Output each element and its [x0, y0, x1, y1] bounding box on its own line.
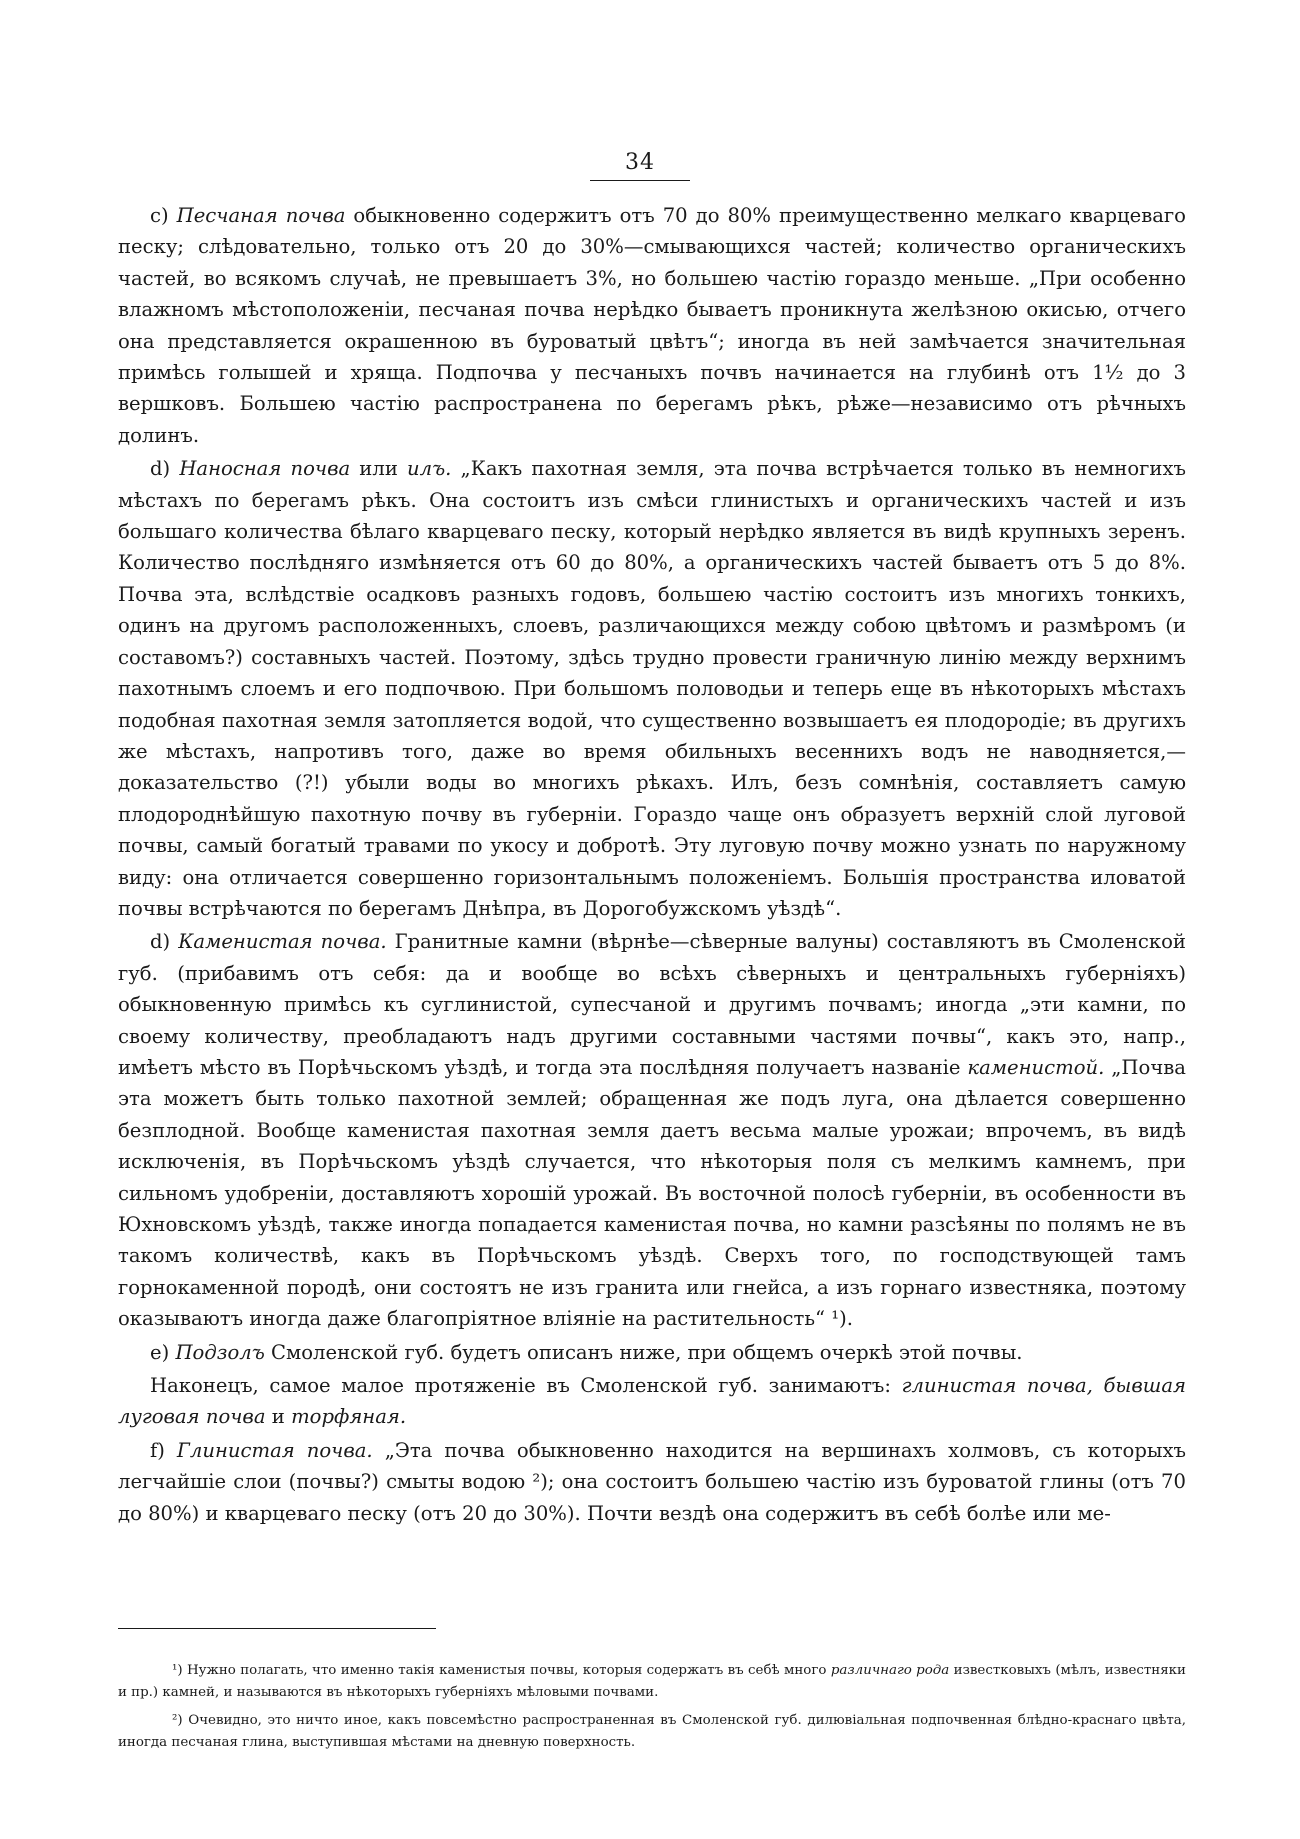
page-number-rule	[590, 180, 690, 181]
footnote-rule	[118, 1628, 436, 1629]
paragraph-clay-soil	[118, 1435, 1186, 1529]
paragraph-summary	[118, 1370, 1186, 1433]
footnote-marker: ²)	[172, 1713, 183, 1728]
term-stony-soil: Каменистая почва.	[178, 930, 387, 954]
footnote-italic: различнаго рода	[830, 1663, 950, 1678]
paragraph-text: „Эта почва обыкновенно находится на вершинахъ холмовъ, съ которыхъ легчайшіе слои (почвы?) смыты водою ²); она состоитъ большею частію изъ буроватой глины (отъ 70 до 80%) и кварцеваго песку (отъ 20 до 30%). Почти вездѣ она содержитъ въ себѣ болѣе или ме-	[118, 1438, 1187, 1525]
paragraph-connector: или	[350, 457, 408, 481]
term-sandy-soil: Песчаная почва	[176, 204, 346, 227]
paragraph-text: Смоленской губ. будетъ описанъ ниже, при общемъ очеркѣ этой почвы.	[264, 1340, 1023, 1364]
paragraph-stony-soil	[118, 926, 1186, 1334]
paragraph-podzol	[118, 1337, 1186, 1368]
paragraph-marker: е)	[150, 1340, 176, 1364]
footnote-text: Очевидно, это ничто иное, какъ повсемѣстно распространенная въ Смоленской губ. дилювіальная подпочвенная блѣдно-краснаго цвѣта, иногда песчаная глина, выступившая мѣстами на дневную поверхность.	[118, 1713, 1186, 1750]
footnote-2	[118, 1710, 1186, 1754]
term-clay-meadow-soil: глинистая почва, бывшая луговая почва	[118, 1374, 1186, 1429]
paragraph-marker: f)	[150, 1438, 177, 1462]
paragraph-text-continued: „Почва эта можетъ быть только пахотной землей; обращенная же подъ луга, она дѣлается совершенно безплодной. Вообще каменистая пахотная земля даетъ весьма малые урожаи; впрочемъ, въ видѣ исключенія, въ Порѣчьскомъ уѣздѣ случается, что нѣкоторыя поля съ мелкимъ камнемъ, при сильномъ удобреніи, доставляютъ хорошій урожай. Въ восточной полосѣ губерніи, въ особенности въ Юхновскомъ уѣздѣ, также иногда попадается каменистая почва, но камни разсѣяны по полямъ не въ такомъ количествѣ, какъ въ Порѣчьскомъ уѣздѣ. Сверхъ того, по господствующей тамъ горнокаменной породѣ, они состоятъ не изъ гранита или гнейса, а изъ горнаго известняка, поэтому оказываютъ иногда даже благопріятное вліяніе на растительность“ ¹).	[118, 1055, 1186, 1331]
term-stony: каменистой.	[967, 1055, 1105, 1079]
term-alluvial-soil: Наносная почва	[179, 457, 351, 481]
paragraph-text: Гранитные камни (вѣрнѣе—сѣверные валуны) составляютъ въ Смоленской губ. (прибавимъ отъ себя: да и вообще во всѣхъ сѣверныхъ и центральныхъ губерніяхъ) обыкновенную примѣсь къ суглинистой, супесчаной и другимъ почвамъ; иногда „эти камни, по своему количеству, преобладаютъ надъ другими составными частями почвы“, какъ это, напр., имѣетъ мѣсто въ Порѣчьскомъ уѣздѣ, и тогда эта послѣдняя получаетъ названіе	[118, 930, 1186, 1079]
body-text	[118, 200, 1186, 1531]
paragraph-marker: d)	[150, 457, 180, 481]
paragraph-connector: и	[265, 1405, 292, 1429]
page-number: 34	[625, 150, 655, 175]
paragraph-sandy-soil	[118, 200, 1186, 451]
footnote-1	[118, 1660, 1186, 1704]
paragraph-text: Наконецъ, самое малое протяженіе въ Смоленской губ. занимаютъ:	[150, 1374, 902, 1398]
paragraph-text: „Какъ пахотная земля, эта почва встрѣчается только въ немногихъ мѣстахъ по берегамъ рѣкъ. Она состоитъ изъ смѣси глинистыхъ и органическихъ частей и изъ большаго количества бѣлаго кварцеваго песку, который нерѣдко является въ видѣ крупныхъ зеренъ. Количество послѣдняго измѣняется отъ 60 до 80%, а органическихъ частей бываетъ отъ 5 до 8%. Почва эта, вслѣдствіе осадковъ разныхъ годовъ, большею частію состоитъ изъ многихъ тонкихъ, одинъ на другомъ расположенныхъ, слоевъ, различающихся между собою цвѣтомъ и размѣромъ (и составомъ?) составныхъ частей. Поэтому, здѣсь трудно провести граничную линію между верхнимъ пахотнымъ слоемъ и его подпочвою. При большомъ половодьи и теперь еще въ нѣкоторыхъ мѣстахъ подобная пахотная земля затопляется водой, что существенно возвышаетъ ея плодородіе; въ другихъ же мѣстахъ, напротивъ того, даже во время обильныхъ весеннихъ водъ не наводняется,—доказательство (?!) убыли воды во многихъ рѣкахъ. Илъ, безъ сомнѣнія, составляетъ самую плодороднѣйшую пахотную почву въ губерніи. Гораздо чаще онъ образуетъ верхній слой луговой почвы, самый богатый травами по укосу и добротѣ. Эту луговую почву можно узнать по наружному виду: она отличается совершенно горизонтальнымъ положеніемъ. Большія пространства иловатой почвы встрѣчаются по берегамъ Днѣпра, въ Дорогобужскомъ уѣздѣ“.	[118, 457, 1186, 920]
paragraph-text: обыкновенно содержитъ отъ 70 до 80% преимущественно мелкаго кварцеваго песку; слѣдовательно, только отъ 20 до 30%—смывающихся частей; количество органическихъ частей, во всякомъ случаѣ, не превышаетъ 3%, но большею частію гораздо меньше. „При особенно влажномъ мѣстоположеніи, песчаная почва нерѣдко бываетъ проникнута желѣзною окисью, отчего она представляется окрашенною въ буроватый цвѣтъ“; иногда въ ней замѣчается значительная примѣсь голышей и хряща. Подпочва у песчаныхъ почвъ начинается на глубинѣ отъ 1½ до 3 вершковъ. Большею частію распространена по берегамъ рѣкъ, рѣже—независимо отъ рѣчныхъ долинъ.	[118, 204, 1186, 447]
footnote-text: Нужно полагать, что именно такія каменистыя почвы, которыя содержатъ въ себѣ много	[182, 1663, 831, 1678]
footnotes	[118, 1660, 1186, 1760]
footnote-marker: ¹)	[172, 1663, 183, 1678]
footnote-text-continued: известковыхъ (мѣлъ, известняки и пр.) камней, и называются въ нѣкоторыхъ губерніяхъ мѣловыми почвами.	[118, 1663, 1186, 1700]
term-peat: торфяная.	[291, 1405, 407, 1429]
paragraph-alluvial-soil	[118, 453, 1186, 924]
paragraph-marker: с)	[150, 204, 177, 227]
term-clay-soil: Глинистая почва.	[176, 1438, 373, 1462]
term-podzol: Подзолъ	[175, 1340, 265, 1364]
term-silt: илъ.	[407, 457, 452, 481]
paragraph-marker: d)	[150, 930, 179, 954]
